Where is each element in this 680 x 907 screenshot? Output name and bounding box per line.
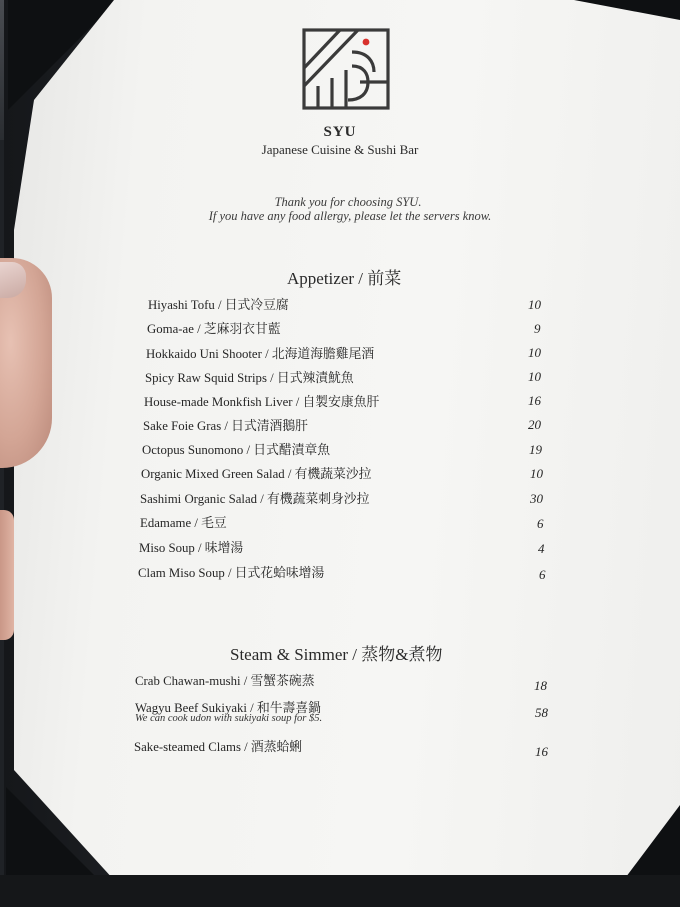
steam-simmer-section-title: Steam & Simmer / 蒸物&煮物 [230, 645, 443, 664]
menu-item-name: Sake Foie Gras / 日式清酒鵝肝 [143, 419, 308, 433]
menu-item-name: Edamame / 毛豆 [140, 516, 227, 530]
appetizer-section-title: Appetizer / 前菜 [287, 269, 402, 288]
allergy-note: If you have any food allergy, please let the servers know. [208, 209, 492, 223]
menu-item-name: Sashimi Organic Salad / 有機蔬菜刺身沙拉 [140, 492, 370, 506]
menu-item-name: Sake-steamed Clams / 酒蒸蛤蜊 [134, 740, 303, 754]
binder-bottom-edge [0, 875, 680, 907]
menu-item-price: 16 [528, 393, 541, 408]
menu-item-name: Crab Chawan-mushi / 雪蟹茶碗蒸 [135, 674, 315, 688]
menu-item-price: 9 [534, 321, 541, 336]
thank-you-note: Thank you for choosing SYU. [274, 195, 422, 209]
menu-item-price: 20 [528, 417, 541, 432]
menu-item-price: 6 [539, 567, 546, 582]
menu-item-price: 10 [530, 466, 543, 481]
menu-item-price: 6 [537, 516, 544, 531]
menu-item-price: 10 [528, 297, 541, 312]
logo-red-dot [363, 39, 370, 46]
syu-logo-icon [302, 28, 390, 110]
menu-item-note: We can cook udon with sukiyaki soup for $5. [135, 713, 323, 724]
menu-item-price: 30 [530, 491, 543, 506]
menu-item-name: Octopus Sunomono / 日式醋漬章魚 [142, 443, 331, 457]
menu-item-name: House-made Monkfish Liver / 自製安康魚肝 [144, 395, 380, 409]
menu-item-name: Organic Mixed Green Salad / 有機蔬菜沙拉 [141, 467, 372, 481]
menu-item-price: 10 [528, 345, 541, 360]
menu-item-name: Spicy Raw Squid Strips / 日式辣漬魷魚 [145, 371, 354, 385]
restaurant-name: SYU [323, 124, 357, 140]
menu-item-name: Hokkaido Uni Shooter / 北海道海膽雞尾酒 [146, 347, 375, 361]
menu-item-name: Goma-ae / 芝麻羽衣甘藍 [147, 322, 281, 336]
holding-hand-edge [0, 510, 14, 640]
menu-item-price: 19 [529, 442, 542, 457]
menu-item-price: 16 [535, 744, 548, 759]
menu-item-name: Miso Soup / 味增湯 [139, 541, 244, 555]
menu-item-price: 58 [535, 705, 548, 720]
menu-item-name: Wagyu Beef Sukiyaki / 和牛壽喜鍋 [135, 701, 321, 715]
menu-item-name: Clam Miso Soup / 日式花蛤味增湯 [138, 566, 325, 580]
menu-item-price: 18 [534, 678, 547, 693]
menu-item-price: 4 [538, 541, 545, 556]
menu-item-name: Hiyashi Tofu / 日式冷豆腐 [148, 298, 289, 312]
menu-item-price: 10 [528, 369, 541, 384]
restaurant-subtitle: Japanese Cuisine & Sushi Bar [261, 142, 419, 157]
